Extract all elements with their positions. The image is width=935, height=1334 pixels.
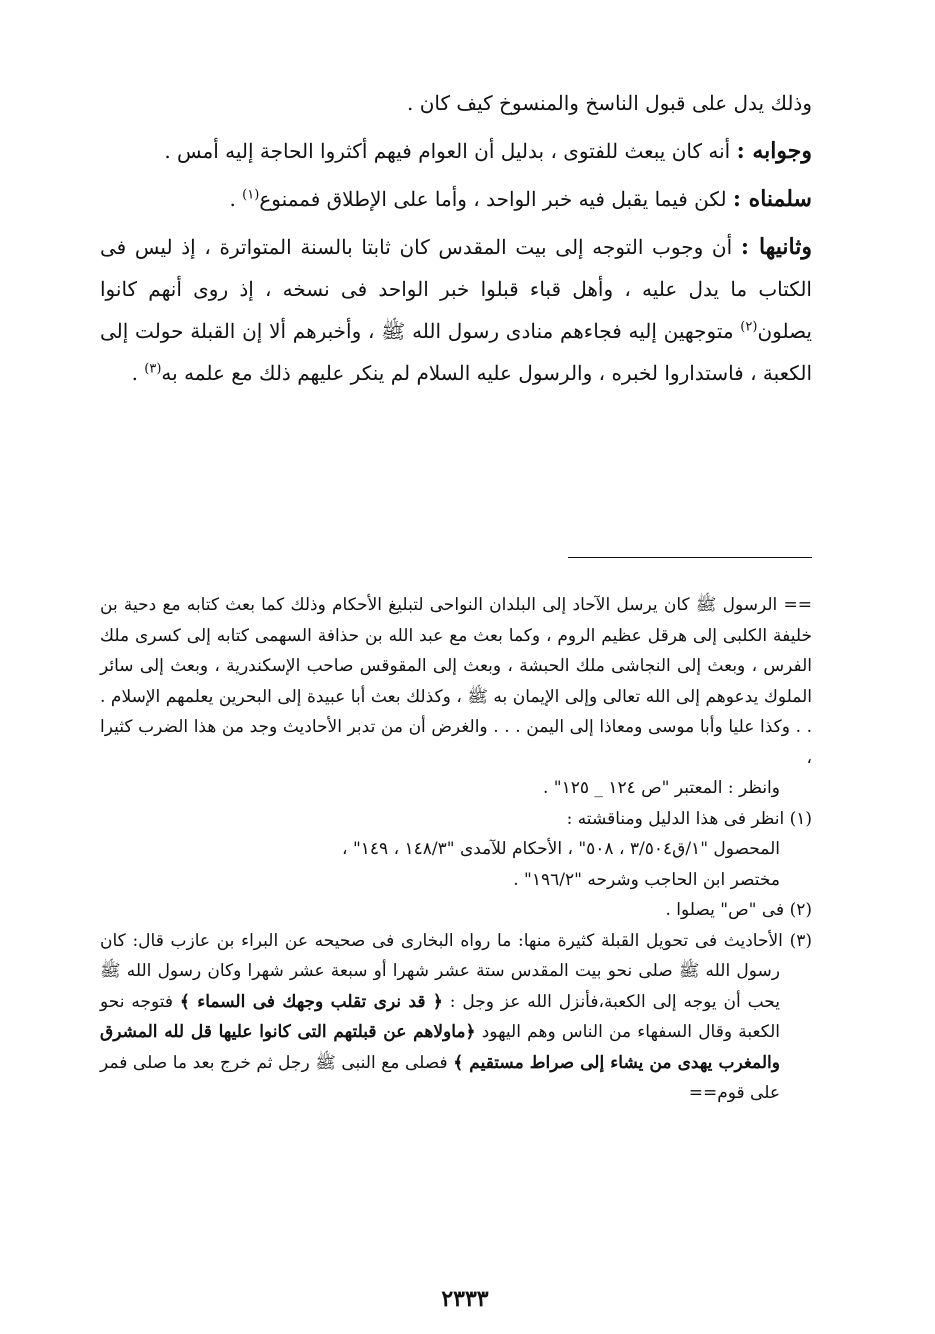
second-lead: وثانيها : (740, 234, 813, 260)
paragraph-answer (100, 130, 812, 172)
footnote-3-quran-a: ﴿ قد نرى تقلب وجهك فى السماء ﴾ (179, 991, 443, 1012)
footnote-1-line-3: مختصر ابن الحاجب وشرحه "١٩٦/٢" . (513, 869, 780, 890)
second-end: . (131, 361, 145, 385)
footnote-continuation: == الرسول ﷺ كان يرسل الآحاد إلى البلدان النواحى لتبليغ الأحكام وذلك كما بعث كتابه مع دحية بن خليفة الكلبى إلى هرقل عظيم الروم ، وكما بعث مع عبد الله بن حذافة السهمى كتابه إلى كسرى ملك الفرس ، وبعث إلى النجاشى ملك الحبشة ، وبعث إلى المقوقس صاحب الإسكندرية ، وبعث إلى سائر الملوك يدعوهم إلى الله تعالى وإلى الإيمان به ﷺ ، وكذلك بعث أبا عبيدة إلى البحرين يعلمهم الإسلام . . . وكذا عليا وأبا موسى ومعاذا إلى اليمن . . . والغرض أن من تدبر الأحاديث وجد من هذا الضرب كثيرا ، (100, 595, 812, 768)
second-text-b: متوجهين إليه فجاءهم منادى رسول الله ﷺ ، وأخبرهم ألا إن القبلة حولت إلى الكعبة ، فاستداروا لخبره ، والرسول عليه السلام لم ينكر عليهم ذلك مع علمه به (100, 319, 812, 385)
footnote-3 (100, 926, 812, 1109)
paragraph-second (100, 226, 812, 394)
footnote-ref-3: (٣) (144, 361, 162, 377)
concession-lead: سلمناه : (732, 186, 812, 212)
footnote-2: (٢) فى "ص" يصلوا . (665, 900, 812, 920)
concession-text: لكن فيما يقبل فيه خبر الواحد ، وأما على الإطلاق فممنوع (259, 187, 727, 211)
second-text-a: أن وجوب التوجه إلى بيت المقدس كان ثابتا بالسنة المتواترة ، إذ ليس فى الكتاب ما يدل عليه ، وأهل قباء قبلوا خبر الواحد فى نسخه ، إذ روى أنهم كانوا يصلون (100, 235, 812, 343)
footnote-3-text-c: فصلى مع النبى ﷺ رجل ثم خرج بعد ما صلى فمر على قوم== (100, 1052, 780, 1103)
footnote-ref-2: (٢) (740, 319, 758, 335)
footnote-divider (568, 557, 812, 558)
main-text (100, 82, 812, 400)
footnote-ref-1: (١) (242, 187, 260, 203)
paragraph-concession (100, 178, 812, 220)
footnotes-section (100, 590, 812, 1109)
answer-text: أنه كان يبعث للفتوى ، بدليل أن العوام فيهم أكثروا الحاجة إليه أمس . (164, 139, 731, 163)
footnote-1-heading: (١) انظر فى هذا الدليل ومناقشته : (566, 808, 812, 829)
paragraph-1-text: وذلك يدل على قبول الناسخ والمنسوخ كيف كان . (406, 91, 812, 115)
footnote-3-text-b: فتوجه نحو الكعبة وقال السفهاء من الناس وهم اليهود (100, 991, 781, 1042)
paragraph-1 (100, 82, 812, 124)
page-number: ٢٣٣٣ (441, 1286, 489, 1312)
answer-lead: وجوابه : (736, 138, 812, 164)
footnote-see-also: وانظر : المعتبر "ص ١٢٤ _ ١٢٥" . (542, 778, 780, 798)
footnote-3-text-a: (٣) الأحاديث فى تحويل القبلة كثيرة منها: ما رواه البخارى فى صحيحه عن البراء بن عازب قال: كان رسول الله ﷺ صلى نحو بيت المقدس ستة عشر شهرا أو سبعة عشر شهرا وكان رسول الله ﷺ يحب أن يوجه إلى الكعبة،فأنزل الله عز وجل : (100, 930, 812, 1012)
footnote-1-line-2: المحصول "١/ق٣/٥٠٤ ، ٥٠٨" ، الأحكام للآمدى "١٤٨/٣ ، ١٤٩" ، (342, 839, 780, 859)
footnote-3-quran-b: ﴿ماولاهم عن قبلتهم التى كانوا عليها قل لله المشرق والمغرب يهدى من يشاء إلى صراط مستقيم ﴾ (100, 1022, 780, 1073)
concession-end: . (229, 187, 243, 211)
